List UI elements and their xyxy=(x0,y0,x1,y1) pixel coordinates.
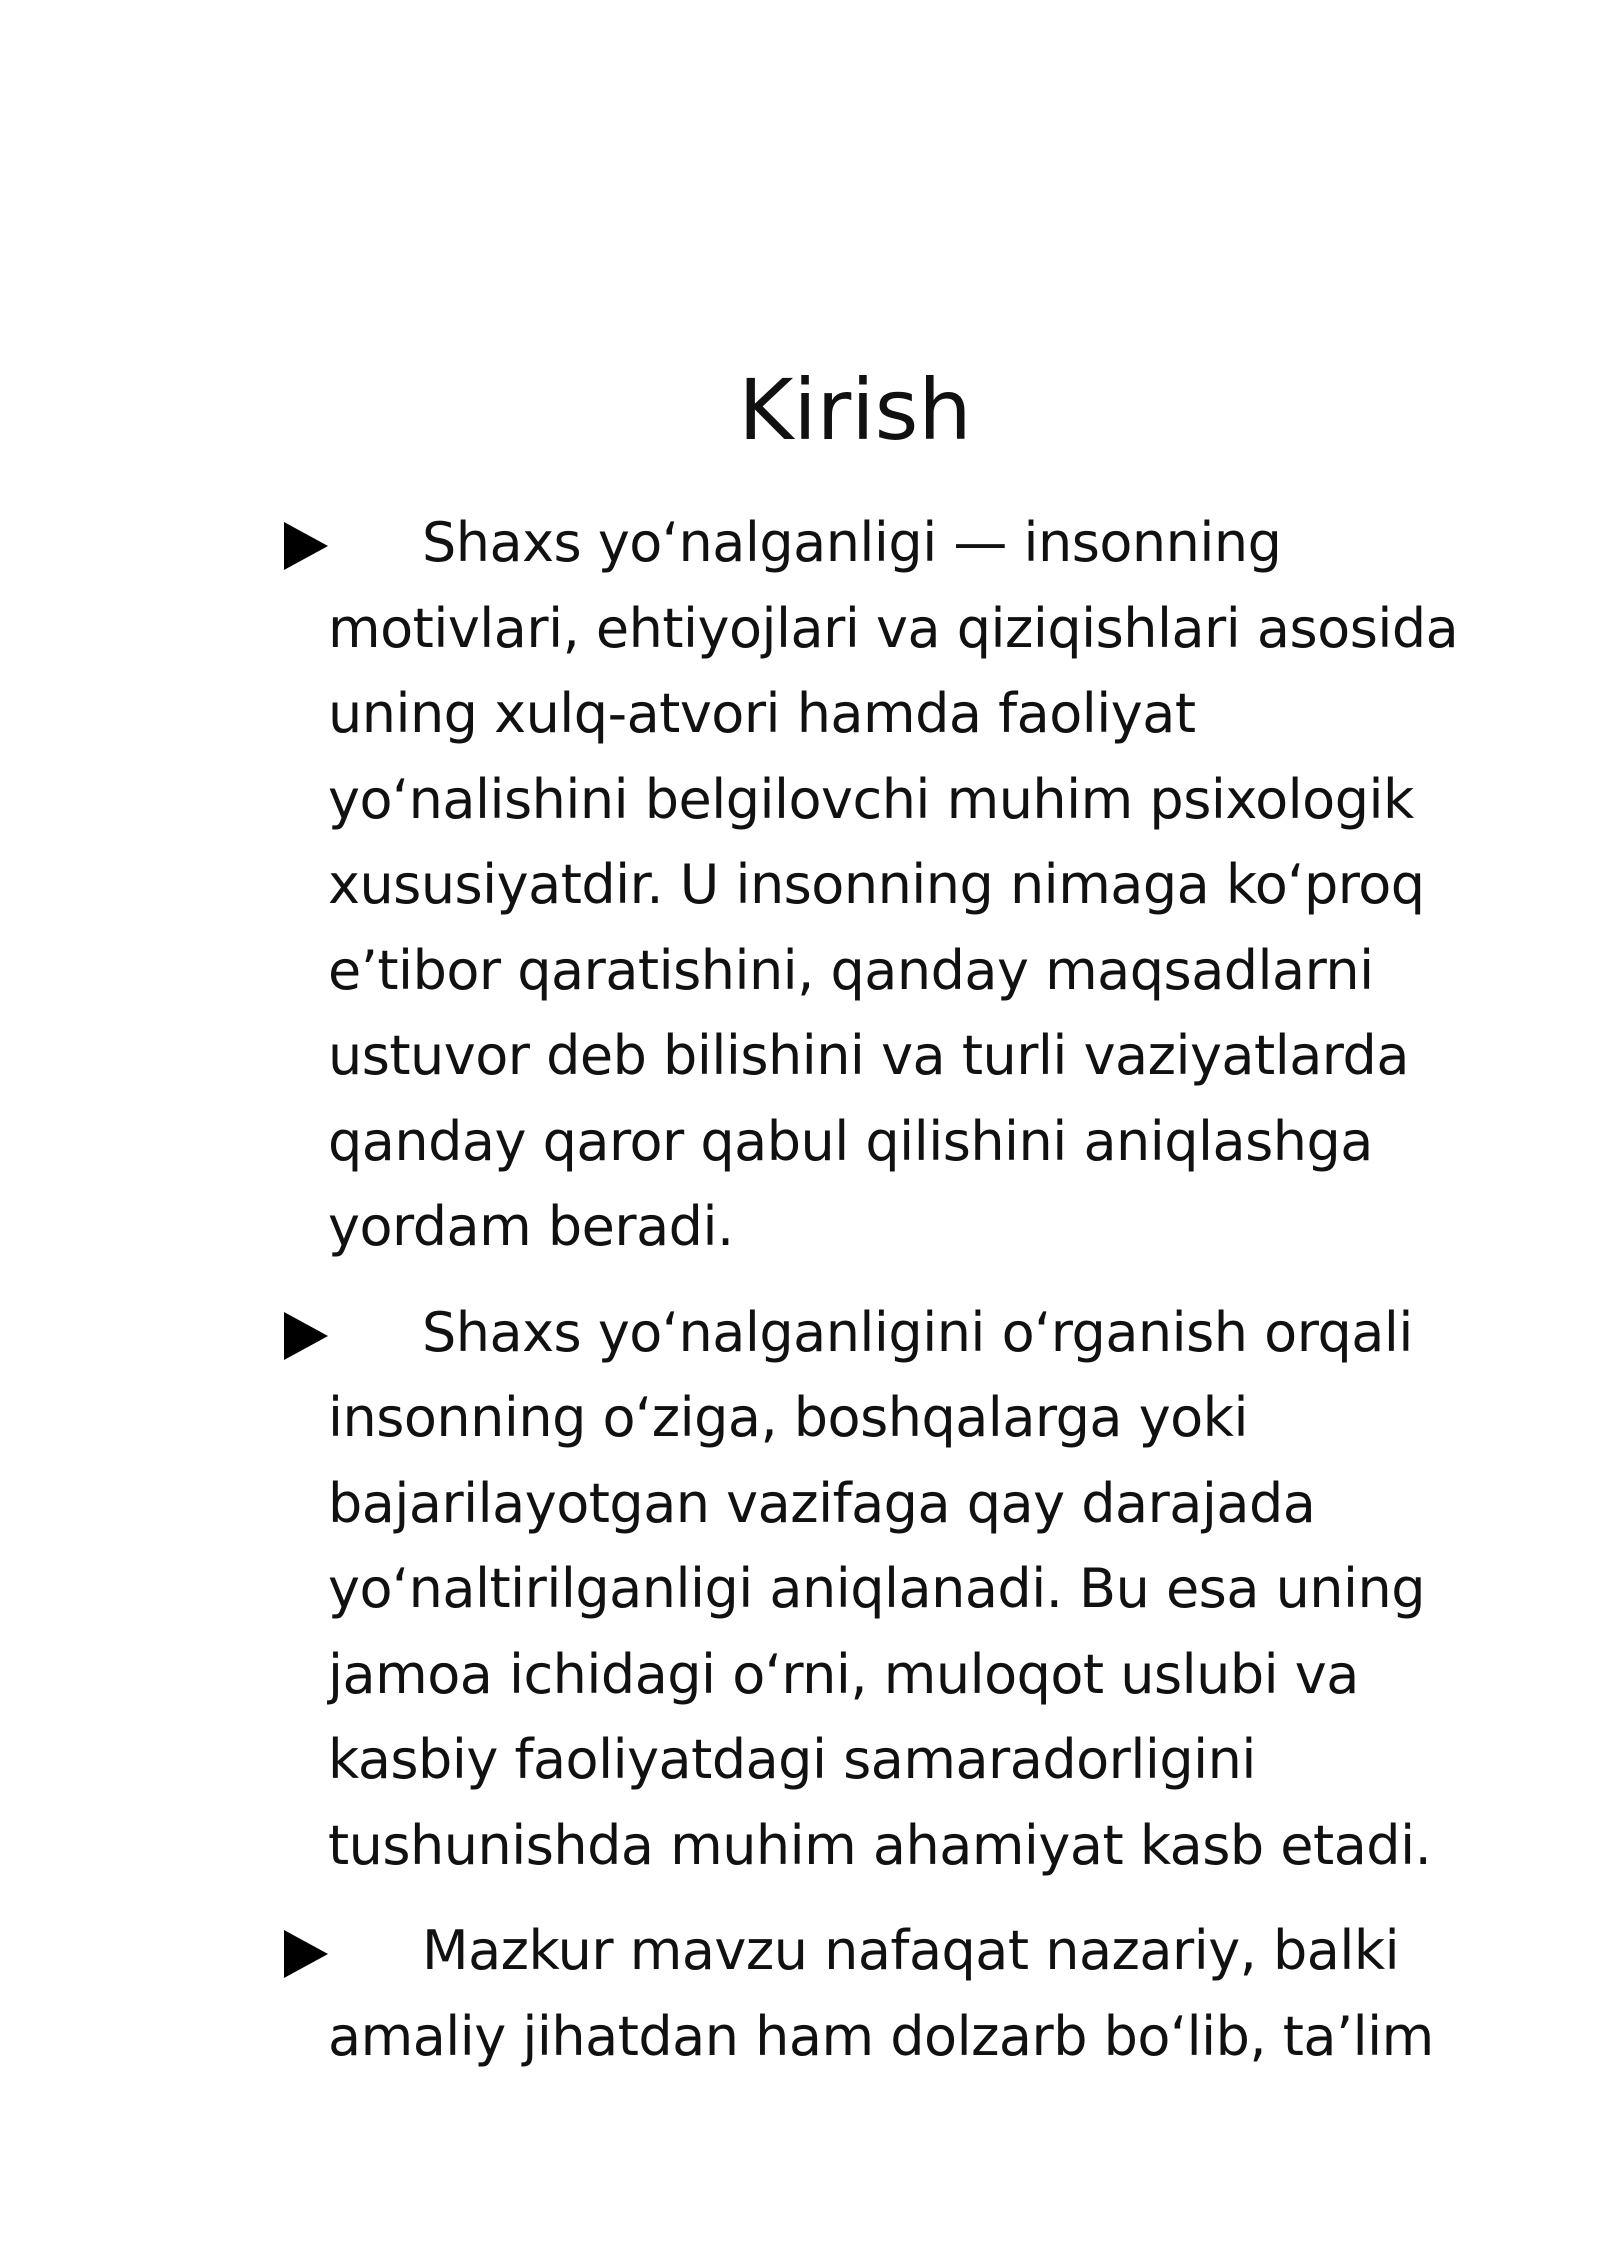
list-item xyxy=(280,1290,1480,1889)
bullet-text: Shaxs yo‘nalganligi — insonning motivlari, ehtiyojlari va qiziqishlari asosida uning xulq-atvori hamda faoliyat yo‘nalishini belgilovchi muhim psixologik xususiyatdir. U insonning nimaga ko‘proq e’tibor qaratishini, qanday maqsadlarni ustuvor deb bilishini va turli vaziyatlarda qanday qaror qabul qilishini aniqlashga yordam beradi. xyxy=(328,511,1459,1258)
triangle-right-icon xyxy=(284,1930,328,1978)
list-item xyxy=(280,1908,1480,2079)
bullet-list xyxy=(280,500,1480,2099)
bullet-text: Shaxs yo‘nalganligini o‘rganish orqali insonning o‘ziga, boshqalarga yoki bajarilayotgan vazifaga qay darajada yo‘naltirilganligi aniqlanadi. Bu esa uning jamoa ichidagi o‘rni, muloqot uslubi va kasbiy faoliyatdagi samaradorligini tushunishda muhim ahamiyat kasb etadi. xyxy=(328,1300,1432,1877)
list-item xyxy=(280,500,1480,1270)
bullet-text: Mazkur mavzu nafaqat nazariy, balki amaliy jihatdan ham dolzarb bo‘lib, ta’lim xyxy=(328,1919,1434,2068)
triangle-right-icon xyxy=(284,1312,328,1360)
page-title: Kirish xyxy=(738,361,972,459)
triangle-right-icon xyxy=(284,522,328,570)
